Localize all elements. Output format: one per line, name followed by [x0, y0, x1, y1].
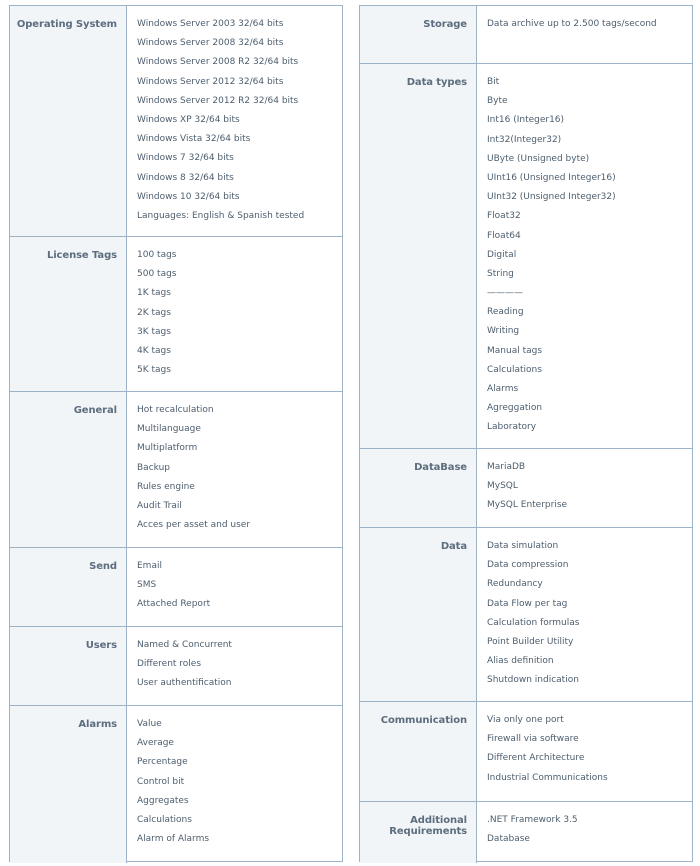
- spec-row-license-tags: [10, 237, 342, 392]
- spec-value: 4K tags: [137, 345, 171, 356]
- spec-value: Email: [137, 561, 162, 571]
- spec-row-database: [360, 449, 692, 528]
- spec-value: Average: [137, 738, 174, 749]
- spec-value: ————: [487, 288, 523, 299]
- spec-value: Attached Report: [137, 599, 211, 610]
- spec-value: Agreggation: [487, 403, 543, 414]
- spec-value: User authentification: [137, 678, 232, 689]
- spec-value: Different roles: [137, 659, 202, 670]
- spec-value: 1K tags: [137, 288, 171, 299]
- spec-label: License Tags: [10, 237, 127, 391]
- spec-value: Windows Server 2003 32/64 bits: [137, 19, 284, 29]
- spec-value: Alias definition: [487, 656, 554, 667]
- spec-label: DataBase: [360, 449, 477, 527]
- spec-value: Windows Server 2008 R2 32/64 bits: [137, 57, 299, 68]
- spec-value: Int32(Integer32): [487, 134, 562, 145]
- spec-value: Windows Server 2008 32/64 bits: [137, 38, 284, 49]
- spec-value: 500 tags: [137, 269, 177, 280]
- spec-values: [127, 392, 342, 547]
- spec-value: Languages: English & Spanish tested: [137, 210, 305, 221]
- spec-row-send: [10, 548, 342, 627]
- spec-value: Float32: [487, 211, 521, 222]
- spec-values: [127, 6, 342, 236]
- spec-row-data-types: [360, 64, 692, 449]
- spec-value: Data compression: [487, 560, 569, 571]
- spec-row-communication: [360, 702, 692, 802]
- spec-value: Calculations: [137, 814, 192, 825]
- spec-row-data: [360, 528, 692, 702]
- spec-value: Audit Trail: [137, 500, 182, 511]
- spec-value: Windows XP 32/64 bits: [137, 114, 240, 125]
- spec-value: 3K tags: [137, 326, 171, 337]
- spec-values: [477, 702, 692, 801]
- spec-value: Alarm of Alarms: [137, 834, 210, 845]
- spec-value: String: [487, 268, 514, 279]
- spec-value: Calculation formulas: [487, 617, 580, 628]
- spec-value: Shutdown indication: [487, 675, 579, 686]
- spec-value: Bit: [487, 77, 500, 87]
- spec-value: Windows 8 32/64 bits: [137, 172, 234, 183]
- spec-value: Data simulation: [487, 541, 559, 551]
- spec-label: Communication: [360, 702, 477, 801]
- spec-value: Data Flow per tag: [487, 598, 568, 609]
- spec-value: Manual tags: [487, 345, 543, 356]
- spec-values: [127, 548, 342, 626]
- spec-value: Alarms: [487, 384, 519, 394]
- spec-values: [127, 627, 342, 705]
- spec-value: MySQL Enterprise: [487, 500, 568, 511]
- spec-values: [477, 64, 692, 448]
- spec-value: Digital: [487, 249, 517, 260]
- spec-row-operating-system: [10, 6, 342, 237]
- spec-value: Windows Vista 32/64 bits: [137, 134, 251, 145]
- spec-value: Rules engine: [137, 481, 195, 492]
- spec-value: SMS: [137, 580, 157, 591]
- spec-values: [477, 802, 692, 863]
- spec-value: Acces per asset and user: [137, 520, 251, 531]
- spec-value: Byte: [487, 96, 508, 107]
- spec-value: UInt16 (Unsigned Integer16): [487, 172, 616, 183]
- spec-values: [127, 706, 342, 863]
- spec-value: Point Builder Utility: [487, 636, 574, 647]
- spec-value: Redundancy: [487, 579, 543, 590]
- spec-label: Storage: [360, 6, 477, 63]
- spec-label: Users: [10, 627, 127, 705]
- spec-row-general: [10, 392, 342, 548]
- spec-value: Percentage: [137, 757, 188, 768]
- spec-values: [477, 449, 692, 527]
- spec-value: Named & Concurrent: [137, 640, 232, 650]
- spec-column-right: [359, 5, 693, 862]
- spec-value: Writing: [487, 326, 520, 337]
- spec-value: Calculations: [487, 364, 542, 375]
- spec-value: Windows Server 2012 R2 32/64 bits: [137, 95, 299, 106]
- spec-value: Backup: [137, 462, 170, 473]
- spec-label: Data types: [360, 64, 477, 448]
- spec-value: MariaDB: [487, 462, 526, 472]
- spec-value: Via only one port: [487, 715, 564, 725]
- spec-column-left: [9, 5, 343, 862]
- spec-label: Alarms: [10, 706, 127, 863]
- spec-value: UByte (Unsigned byte): [487, 153, 590, 164]
- spec-value: 100 tags: [137, 250, 177, 260]
- spec-value: Int16 (Integer16): [487, 115, 565, 126]
- spec-value: Multiplatform: [137, 443, 198, 454]
- spec-values: [477, 528, 692, 701]
- spec-label: General: [10, 392, 127, 547]
- spec-value: Industrial Communications: [487, 772, 608, 783]
- spec-value: .NET Framework 3.5: [487, 815, 578, 825]
- spec-value: Control bit: [137, 776, 185, 787]
- spec-values: [127, 237, 342, 391]
- spec-label: Operating System: [10, 6, 127, 236]
- spec-value: Database: [487, 834, 530, 845]
- spec-values: [477, 6, 692, 63]
- spec-value: Laboratory: [487, 422, 537, 433]
- spec-value: Windows 10 32/64 bits: [137, 191, 240, 202]
- spec-value: UInt32 (Unsigned Integer32): [487, 192, 616, 203]
- spec-row-alarms: [10, 706, 342, 863]
- spec-label: Send: [10, 548, 127, 626]
- spec-row-additional-requirements: [360, 802, 692, 863]
- spec-value: 5K tags: [137, 365, 171, 376]
- spec-value: Float64: [487, 230, 521, 241]
- spec-value: Hot recalculation: [137, 405, 214, 415]
- spec-value: Different Architecture: [487, 753, 585, 764]
- spec-value: Reading: [487, 307, 524, 318]
- spec-label: Data: [360, 528, 477, 701]
- spec-value: Firewall via software: [487, 734, 579, 745]
- spec-value: Value: [137, 719, 162, 729]
- spec-value: Windows Server 2012 32/64 bits: [137, 76, 284, 87]
- spec-value: 2K tags: [137, 307, 171, 318]
- spec-value: Multilanguage: [137, 424, 201, 435]
- spec-value: Data archive up to 2.500 tags/second: [487, 19, 657, 29]
- spec-label: Additional Requirements: [360, 802, 477, 863]
- spec-value: Windows 7 32/64 bits: [137, 153, 234, 164]
- spec-value: Aggregates: [137, 795, 189, 806]
- spec-value: MySQL: [487, 481, 518, 492]
- spec-row-users: [10, 627, 342, 706]
- spec-row-storage: [360, 6, 692, 64]
